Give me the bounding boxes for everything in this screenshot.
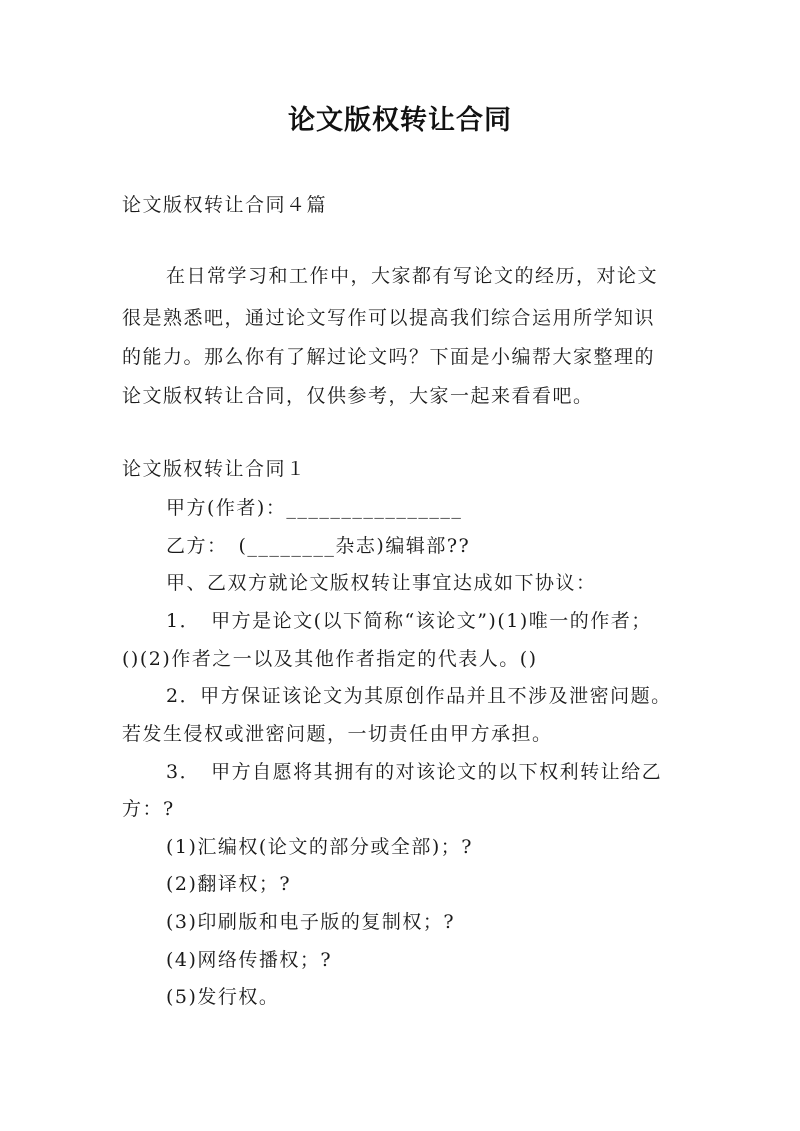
right-item: (2)翻译权；?	[166, 873, 292, 895]
right-item: (4)网络传播权；?	[166, 949, 333, 971]
party-b-line: 乙方： (________杂志)编辑部??	[166, 535, 471, 557]
intro-line: 的能力。那么你有了解过论文吗？下面是小编帮大家整理的	[122, 346, 656, 368]
clause-3-line: 方：?	[122, 798, 175, 820]
intro-line: 论文版权转让合同，仅供参考，大家一起来看看吧。	[122, 385, 594, 407]
agreement-intro: 甲、乙双方就论文版权转让事宜达成如下协议：	[166, 572, 597, 594]
right-item: (3)印刷版和电子版的复制权；?	[166, 911, 456, 933]
right-item: (5)发行权。	[166, 986, 280, 1008]
document-title: 论文版权转让合同	[288, 105, 512, 136]
intro-line: 很是熟悉吧，通过论文写作可以提高我们综合运用所学知识	[122, 307, 656, 329]
document-subtitle: 论文版权转让合同４篇	[122, 194, 328, 216]
party-a-line: 甲方(作者)：________________	[166, 497, 463, 519]
section-heading: 论文版权转让合同１	[122, 458, 307, 480]
clause-2-line: 若发生侵权或泄密问题，一切责任由甲方承担。	[122, 723, 553, 745]
clause-2-line: 2．甲方保证该论文为其原创作品并且不涉及泄密问题。	[166, 685, 672, 707]
clause-1-line: 1． 甲方是论文(以下简称“该论文”)(1)唯一的作者；	[166, 610, 652, 632]
clause-1-line: ()(2)作者之一以及其他作者指定的代表人。()	[122, 648, 538, 670]
right-item: (1)汇编权(论文的部分或全部)；?	[166, 836, 473, 858]
clause-3-line: 3． 甲方自愿将其拥有的对该论文的以下权利转让给乙	[166, 761, 663, 783]
intro-line: 在日常学习和工作中，大家都有写论文的经历，对论文	[166, 265, 659, 287]
